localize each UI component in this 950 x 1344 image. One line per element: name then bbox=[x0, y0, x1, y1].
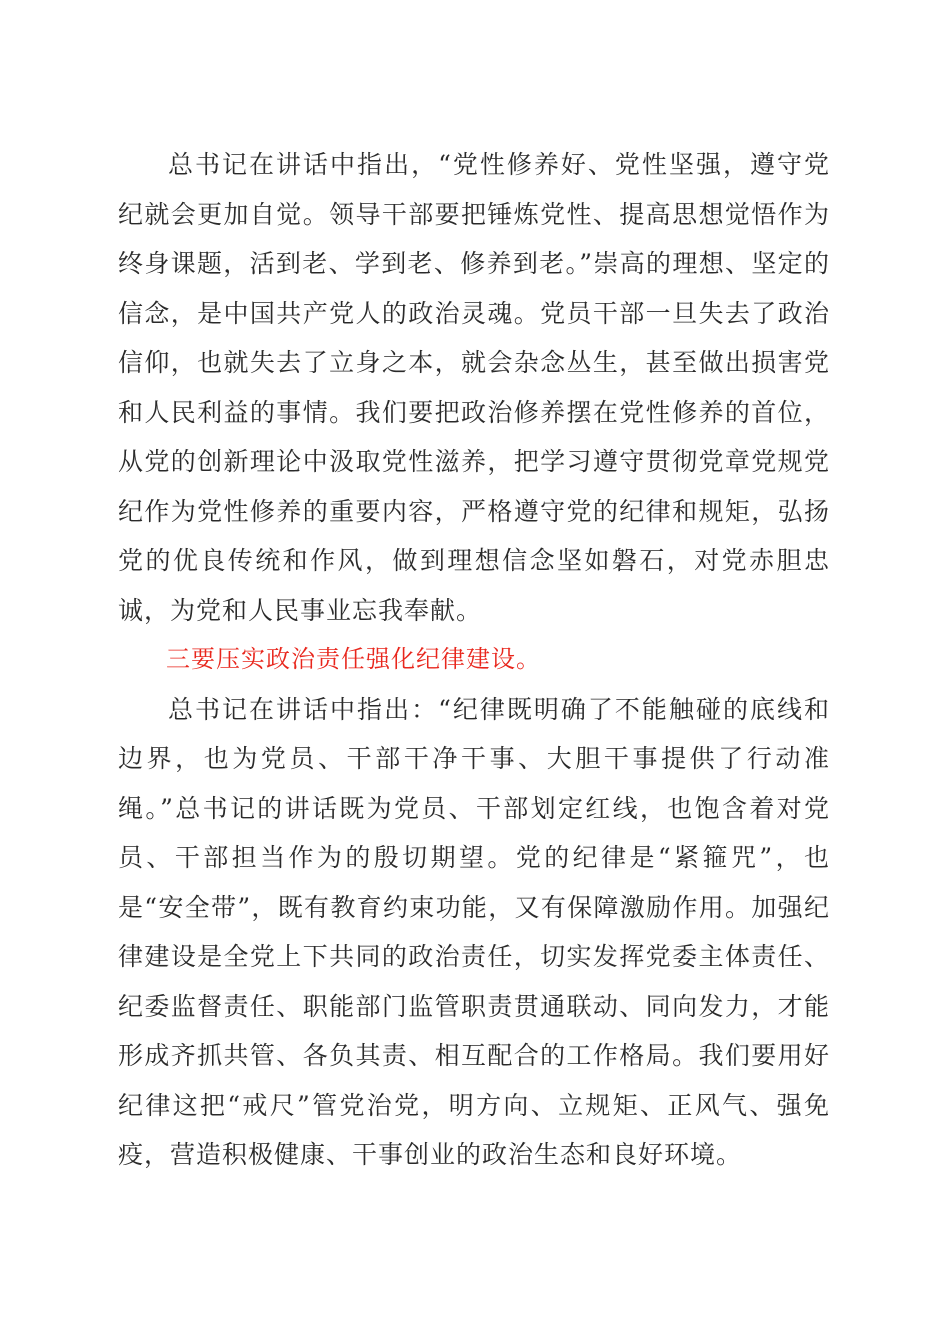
section-heading: 三要压实政治责任强化纪律建设。 bbox=[166, 645, 541, 673]
paragraph-party-spirit: 总书记在讲话中指出，“党性修养好、党性坚强，遵守党纪就会更加自觉。领导干部要把锤炼党性、提高思想觉悟作为终身课题，活到老、学到老、修养到老。”崇高的理想、坚定的信念，是中国共产党人的政治灵魂。党员干部一旦失去了政治信仰，也就失去了立身之本，就会杂念丛生，甚至做出损害党和人民利益的事情。我们要把政治修养摆在党性修养的首位，从党的创新理论中汲取党性滋养，把学习遵守贯彻党章党规党纪作为党性修养的重要内容，严格遵守党的纪律和规矩，弘扬党的优良传统和作风，做到理想信念坚如磐石，对党赤胆忠诚，为党和人民事业忘我奉献。 bbox=[118, 150, 830, 625]
document-body bbox=[118, 140, 830, 1180]
paragraph-discipline: 总书记在讲话中指出：“纪律既明确了不能触碰的底线和边界，也为党员、干部干净干事、大胆干事提供了行动准绳。”总书记的讲话既为党员、干部划定红线，也饱含着对党员、干部担当作为的殷切期望。党的纪律是“紧箍咒”，也是“安全带”，既有教育约束功能，又有保障激励作用。加强纪律建设是全党上下共同的政治责任，切实发挥党委主体责任、纪委监督责任、职能部门监管职责贯通联动、同向发力，才能形成齐抓共管、各负其责、相互配合的工作格局。我们要用好纪律这把“戒尺”管党治党，明方向、立规矩、正风气、强免疫，营造积极健康、干事创业的政治生态和良好环境。 bbox=[118, 694, 830, 1169]
